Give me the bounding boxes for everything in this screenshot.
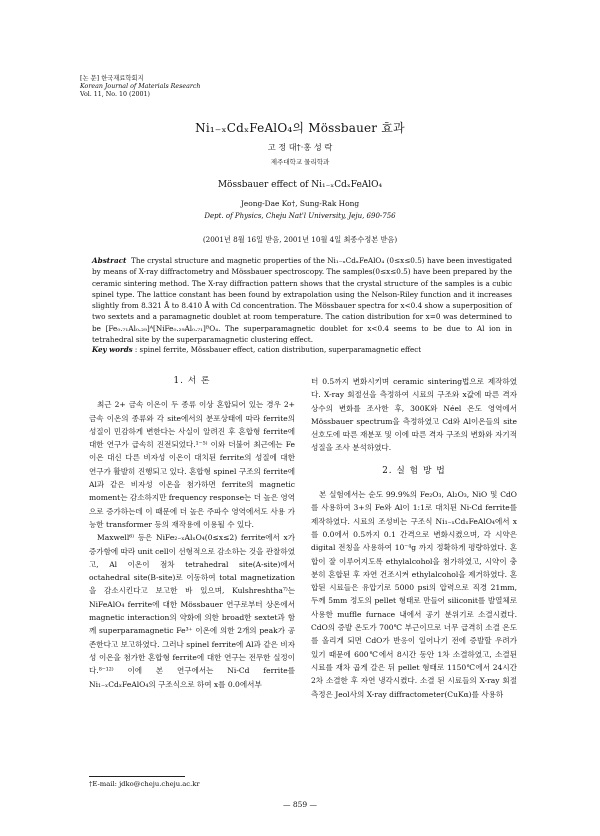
- right-column: [311, 375, 517, 701]
- footnote-rule: [89, 776, 185, 777]
- title-english: Mössbauer effect of Ni₁₋ₓCdₓFeAlO₄: [217, 180, 383, 190]
- received-dates: (2001년 8월 16일 받음, 2001년 10월 4일 최종수정본 받음): [202, 235, 398, 244]
- affiliation-korean: 제주대학교 물리학과: [270, 158, 330, 166]
- abstract-label: Abstract: [92, 256, 127, 265]
- journal-name-ko: [논 문] 한국재료학회지: [80, 75, 144, 82]
- authors-english: Jeong-Dae Ko†, Sung-Rak Hong: [240, 199, 360, 208]
- journal-header: [80, 75, 200, 100]
- paragraph: 본 실험에서는 순도 99.9%의 Fe₂O₃, Al₂O₃, NiO 및 CdO를 사용하여 3+의 Fe와 Al이 1:1로 대치된 Ni-Cd ferrite를 제작하였다. 시료의 조성비는 구조식 Ni₁₋ₓCdₓFeAlO₄에서 x를 0.0에서 0.5까지 0.1 간격으로 변화시켰으며, 각 시약은 digital 전칭을 사용하여 10⁻⁴g 까지 정확하게 평량하였다. 혼합이 잘 이루어지도록 ethylalcohol을 첨가하였고, 시약이 충분히 혼합된 후 자연 건조시켜 ethylalcohol을 제거하였다. 혼합된 시료들은 유압기로 5000 psi의 압력으로 직경 21mm, 두께 5mm 정도의 pellet 형태로 만들어 siliconit를 발열체로 사용한 muffle furnace 내에서 공기 분위기로 소결시켰다. CdO의 증발 온도가 700℃ 부근이므로 너무 급격히 소결 온도를 올리게 되면 CdO가 반응이 일어나기 전에 증발할 우려가 있기 때문에 600℃에서 8시간 동안 1차 소결하였고, 소결된 시료를 재차 곱게 갈은 뒤 pellet 형태로 1150℃에서 24시간 2차 소결한 후 자연 냉각시켰다. 소결 된 시료들의 X-ray 회절 측정은 Jeol사의 X-ray diffractometer(CuKα)를 사용하: [311, 490, 517, 699]
- journal-name-en: Korean Journal of Materials Research: [80, 83, 201, 91]
- title-korean: Ni₁₋ₓCdₓFeAlO₄의 Mössbauer 효과: [195, 121, 405, 135]
- paragraph: Maxwell⁶⁾ 등은 NiFe₂₋ₓAlₓO₄(0≤x≤2) ferrite에서 x가 증가함에 따라 unit cell이 선형적으로 감소하는 것을 관찰하였고, Al 이온이 점차 tetrahedral site(A-site)에서 octahedral site(B-site)로 이동하여 total magnetization을 감소시킨다고 보고한 바 있으며, Kulshreshtha⁷⁾는 NiFeAlO₄ ferrite에 대한 Mössbauer 연구로부터 상온에서 magnetic interaction의 약화에 의한 broad한 sextet과 함께 superparamagnetic Fe³⁺ 이온에 의한 2개의 peak가 공존한다고 보고하였다. 그러나 spinel ferrite에 Al과 같은 비자성 이온을 첨가한 혼합형 ferrite에 대한 연구는 전무한 실정이다.⁸⁻¹²⁾ 이에 본 연구에서는 Ni-Cd ferrite를 Ni₁₋ₓCdₓFeAlO₄의 구조식으로 하여 x를 0.0에서부: [89, 533, 295, 689]
- abstract: [92, 255, 512, 345]
- affiliation-english: Dept. of Physics, Cheju Nat'l University, Jeju, 690-756: [204, 212, 396, 220]
- left-column: [89, 375, 295, 691]
- footnote-email: †E-mail: jdko@cheju.cheju.ac.kr: [89, 780, 200, 788]
- keywords: [92, 345, 512, 354]
- paragraph: 최근 2+ 금속 이온이 두 종류 이상 혼합되어 있는 경우 2+ 금속 이온의 종류와 각 site에서의 분포상태에 따라 ferrite의 성질이 민감하게 변한다는 사실이 알려진 후 혼합형 ferrite에 대한 연구가 급속히 진전되었다.¹⁻⁵⁾ 이와 더불어 최근에는 Fe 이온 대신 다른 비자성 이온이 대치된 ferrite의 성질에 대한 연구가 활발히 진행되고 있다. 혼합형 spinel 구조의 ferrite에 Al과 같은 비자성 이온을 첨가하면 ferrite의 magnetic moment는 감소하지만 frequency response는 더 높은 영역으로 증가하는데 이 때문에 더 높은 주파수 영역에서도 사용 가능한 transformer 등의 재작용에 이용될 수 있다.: [89, 400, 295, 529]
- journal-volume: Vol. 11, No. 10 (2001): [80, 91, 150, 99]
- paragraph: 터 0.5까지 변화시키며 ceramic sintering법으로 제작하였다. X-ray 회절선을 측정하여 시료의 구조와 x값에 따른 격자상수의 변화를 조사한 후, 300K와 Néel 온도 영역에서 Mössbauer spectrum을 측정하였고 Cd와 Al이온들의 site 선호도에 따른 재분포 및 이에 따른 격자 구조의 변화와 자기적 성질을 조사 분석하였다.: [311, 377, 517, 453]
- section-heading-introduction: 1. 서 론: [173, 376, 211, 386]
- authors-korean: 고 정 대†·홍 성 락: [267, 142, 333, 152]
- keywords-label: Key words: [92, 345, 133, 354]
- abstract-text: The crystal structure and magnetic properties of the Ni₁₋ₓCdₓFeAlO₄ (0≤x≤0.5) have been investigated by means of X-ray diffractometry and Mössbauer spectroscopy. The samples(0≤x≤0.5) have been prepared by the ceramic sintering method. The X-ray diffraction pattern shows that the crystal structure of the samples is a cubic spinel type. The lattice constant has been found by extrapolation using the Nelson-Riley function and it increases slightly from 8.321 Å to 8.410 Å with Cd concentration. The Mössbauer spectra for x<0.4 show a superposition of two sextets and a paramagnetic doublet at room temperature. The cation distribution for x=0 was determined to be [Fe₀.₇₁Al₀.₂₉]ᴬ[NiFe₀.₂₉Al₀.₇₁]ᴮO₄. The superparamagnetic doublet for x<0.4 seems to be due to Al ion in tetrahedral site by the superparamagnetic clustering effect.: [92, 256, 512, 345]
- section-heading-methods: 2. 실 험 방 법: [382, 465, 446, 476]
- keywords-text: : spinel ferrite, Mössbauer effect, cation distribution, superparamagnetic effect: [132, 345, 422, 354]
- page-number: — 859 —: [282, 800, 318, 809]
